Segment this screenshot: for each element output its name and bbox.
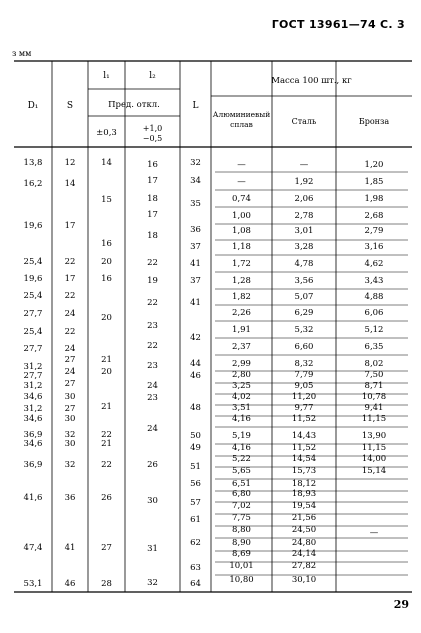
cell-l2: 22 xyxy=(147,341,158,351)
cell-steel: 11,20 xyxy=(291,392,317,402)
cell-d1: 27,7 xyxy=(23,371,43,381)
cell-alum: 8,80 xyxy=(232,525,251,535)
cell-d1: 53,1 xyxy=(23,579,43,589)
cell-steel: 14,54 xyxy=(291,454,317,464)
cell-bronze: 4,88 xyxy=(364,292,384,302)
header-alum-2: сплав xyxy=(230,120,253,129)
cell-l1: 21 xyxy=(101,355,112,365)
cell-alum: 3,51 xyxy=(232,403,251,413)
units-label: з мм xyxy=(12,49,32,58)
cell-s: 27 xyxy=(64,355,76,365)
cell-l1: 26 xyxy=(101,493,112,503)
cell-l2: 30 xyxy=(147,496,158,506)
cell-l2: 32 xyxy=(147,578,158,588)
cell-l: 35 xyxy=(190,199,201,209)
cell-steel: 14,43 xyxy=(291,431,317,441)
cell-s: 46 xyxy=(64,579,76,589)
cell-steel: 4,78 xyxy=(294,259,314,269)
header-d1: D₁ xyxy=(27,101,39,111)
cell-steel: 5,32 xyxy=(294,325,314,335)
header-alum: Алюминиевый xyxy=(212,110,271,119)
cell-d1: 16,2 xyxy=(23,179,43,189)
cell-alum: 1,72 xyxy=(232,259,251,269)
cell-alum: 10,01 xyxy=(229,561,254,571)
cell-s: 30 xyxy=(64,439,76,449)
cell-steel: 3,56 xyxy=(294,276,314,286)
cell-d1: 34,6 xyxy=(23,392,43,402)
cell-l2: 17 xyxy=(147,210,158,220)
cell-l: 32 xyxy=(190,158,201,168)
cell-bronze: 8,71 xyxy=(364,381,384,391)
cell-alum: 4,16 xyxy=(232,443,251,453)
cell-l2: 19 xyxy=(147,276,158,286)
cell-d1: 47,4 xyxy=(23,543,43,553)
cell-d1: 41,6 xyxy=(23,493,43,503)
header-tol-l2-upper: +1,0 xyxy=(142,124,163,133)
header-steel: Сталь xyxy=(291,117,317,126)
cell-alum: 1,18 xyxy=(232,242,251,252)
cell-bronze: 6,35 xyxy=(364,342,384,352)
cell-bronze: 10,78 xyxy=(361,392,387,402)
cell-s: 22 xyxy=(64,291,76,301)
cell-alum: — xyxy=(237,177,246,187)
cell-bronze: 8,02 xyxy=(364,359,384,369)
cell-s: 24 xyxy=(64,367,76,377)
cell-d1: 31,2 xyxy=(23,381,43,391)
cell-l2: 18 xyxy=(147,194,158,204)
cell-d1: 25,4 xyxy=(23,257,43,267)
cell-d1: 34,6 xyxy=(23,439,43,449)
cell-bronze: 15,14 xyxy=(361,466,387,476)
header-l1: l₁ xyxy=(103,71,110,81)
cell-l1: 16 xyxy=(101,274,112,284)
cell-alum: 5,65 xyxy=(232,466,251,476)
cell-steel: — xyxy=(299,160,309,170)
cell-s: 17 xyxy=(64,221,76,231)
cell-alum: 10,80 xyxy=(229,575,254,585)
cell-steel: 21,56 xyxy=(291,513,317,523)
cell-l1: 20 xyxy=(101,257,112,267)
cell-steel: 11,52 xyxy=(291,414,317,424)
cell-l: 61 xyxy=(190,515,201,525)
cell-s: 17 xyxy=(64,274,76,284)
cell-alum: 0,74 xyxy=(232,194,251,204)
cell-steel: 24,50 xyxy=(291,525,317,535)
cell-steel: 19,54 xyxy=(291,501,317,511)
cell-l2: 23 xyxy=(147,361,158,371)
cell-alum: 7,02 xyxy=(232,501,251,511)
cell-bronze: 11,15 xyxy=(361,443,387,453)
cell-l: 46 xyxy=(190,371,201,381)
cell-l2: 22 xyxy=(147,258,158,268)
cell-s: 27 xyxy=(64,379,76,389)
cell-bronze: 9,41 xyxy=(364,403,384,413)
cell-steel: 8,32 xyxy=(294,359,314,369)
cell-l: 63 xyxy=(190,563,201,573)
cell-alum: 2,99 xyxy=(232,359,251,369)
cell-l1: 20 xyxy=(101,367,112,377)
cell-s: 27 xyxy=(64,404,76,414)
cell-steel: 15,73 xyxy=(291,466,317,476)
cell-l1: 28 xyxy=(101,579,112,589)
cell-l1: 20 xyxy=(101,313,112,323)
cell-steel: 11,52 xyxy=(291,443,317,453)
cell-l: 42 xyxy=(190,333,201,343)
cell-l: 41 xyxy=(190,259,201,269)
header-l2: l₂ xyxy=(149,71,156,81)
cell-bronze: 6,06 xyxy=(364,308,384,318)
cell-l2: 22 xyxy=(147,298,158,308)
cell-steel: 6,29 xyxy=(294,308,314,318)
cell-l: 37 xyxy=(190,276,201,286)
page-number: 29 xyxy=(393,598,409,611)
cell-steel: 9,05 xyxy=(294,381,314,391)
cell-bronze: 1,20 xyxy=(364,160,384,170)
cell-l: 48 xyxy=(190,403,201,413)
cell-alum: 1,28 xyxy=(232,276,251,286)
cell-l2: 24 xyxy=(147,424,158,434)
cell-l: 44 xyxy=(190,359,201,369)
cell-d1: 36,9 xyxy=(23,430,43,440)
cell-l1: 21 xyxy=(101,439,112,449)
cell-bronze: 3,16 xyxy=(364,242,384,252)
cell-d1: 25,4 xyxy=(23,291,43,301)
cell-d1: 36,9 xyxy=(23,460,43,470)
cell-s: 41 xyxy=(64,543,76,553)
cell-bronze: — xyxy=(369,528,379,538)
cell-l: 62 xyxy=(190,538,201,548)
cell-bronze: 1,98 xyxy=(364,194,384,204)
cell-steel: 2,06 xyxy=(294,194,314,204)
cell-bronze: 5,12 xyxy=(364,325,384,335)
cell-l: 51 xyxy=(190,462,201,472)
cell-alum: 5,19 xyxy=(232,431,251,441)
cell-l: 50 xyxy=(190,431,201,441)
cell-l: 49 xyxy=(190,443,201,453)
cell-alum: 5,22 xyxy=(232,454,251,464)
cell-alum: 6,51 xyxy=(232,479,251,489)
cell-d1: 13,8 xyxy=(23,158,43,168)
cell-d1: 27,7 xyxy=(23,309,43,319)
cell-bronze: 1,85 xyxy=(364,177,384,187)
cell-bronze: 13,90 xyxy=(361,431,387,441)
cell-l2: 16 xyxy=(147,160,158,170)
cell-alum: 2,37 xyxy=(232,342,251,352)
cell-alum: 4,02 xyxy=(232,392,251,402)
cell-l2: 26 xyxy=(147,460,158,470)
cell-bronze: 3,43 xyxy=(364,276,384,286)
cell-bronze: 14,00 xyxy=(361,454,387,464)
cell-steel: 5,07 xyxy=(294,292,314,302)
cell-l1: 16 xyxy=(101,239,112,249)
cell-steel: 24,14 xyxy=(291,549,317,559)
cell-steel: 6,60 xyxy=(294,342,314,352)
cell-alum: 2,80 xyxy=(232,370,251,380)
cell-d1: 31,2 xyxy=(23,404,43,414)
cell-s: 14 xyxy=(64,179,76,189)
cell-d1: 19,6 xyxy=(23,274,43,284)
cell-l1: 21 xyxy=(101,402,112,412)
header-mass: Масса 100 шт., кг xyxy=(271,76,352,86)
cell-s: 32 xyxy=(64,430,76,440)
cell-steel: 27,82 xyxy=(291,561,317,571)
cell-l1: 14 xyxy=(101,158,112,168)
cell-s: 36 xyxy=(64,493,76,503)
cell-steel: 2,78 xyxy=(294,211,314,221)
cell-l2: 17 xyxy=(147,176,158,186)
cell-l2: 24 xyxy=(147,381,158,391)
cell-s: 22 xyxy=(64,257,76,267)
header-tol-l2-lower: −0,5 xyxy=(142,134,163,143)
cell-d1: 19,6 xyxy=(23,221,43,231)
cell-s: 22 xyxy=(64,327,76,337)
cell-steel: 30,10 xyxy=(291,575,317,585)
cell-l: 57 xyxy=(190,498,201,508)
cell-l: 41 xyxy=(190,298,201,308)
cell-steel: 24,80 xyxy=(291,538,317,548)
cell-alum: 1,91 xyxy=(232,325,251,335)
cell-l2: 31 xyxy=(147,544,158,554)
cell-bronze: 11,15 xyxy=(361,414,387,424)
cell-bronze: 7,50 xyxy=(364,370,384,380)
header-tolerance: Пред. откл. xyxy=(108,100,160,110)
cell-d1: 31,2 xyxy=(23,362,43,372)
cell-l: 64 xyxy=(190,579,201,589)
cell-l: 37 xyxy=(190,242,201,252)
header-bronze: Бронза xyxy=(358,117,390,126)
header-l: L xyxy=(192,101,199,111)
cell-l: 56 xyxy=(190,479,201,489)
cell-s: 12 xyxy=(64,158,76,168)
cell-alum: 6,80 xyxy=(232,489,251,499)
cell-alum: 1,82 xyxy=(232,292,251,302)
cell-alum: 1,00 xyxy=(232,211,251,221)
cell-l2: 23 xyxy=(147,393,158,403)
cell-s: 24 xyxy=(64,344,76,354)
cell-l2: 18 xyxy=(147,231,158,241)
cell-alum: — xyxy=(237,160,246,170)
cell-d1: 27,7 xyxy=(23,344,43,354)
cell-steel: 7,79 xyxy=(294,370,314,380)
cell-steel: 18,93 xyxy=(291,489,317,499)
cell-l1: 22 xyxy=(101,460,112,470)
cell-alum: 4,16 xyxy=(232,414,251,424)
cell-s: 30 xyxy=(64,392,76,402)
cell-l: 36 xyxy=(190,225,201,235)
cell-l: 34 xyxy=(190,176,201,186)
cell-steel: 3,01 xyxy=(294,226,314,236)
cell-steel: 3,28 xyxy=(294,242,314,252)
cell-alum: 8,90 xyxy=(232,538,251,548)
cell-alum: 7,75 xyxy=(232,513,251,523)
cell-bronze: 2,79 xyxy=(364,226,384,236)
header-s: S xyxy=(66,101,74,111)
cell-d1: 25,4 xyxy=(23,327,43,337)
cell-alum: 2,26 xyxy=(232,308,251,318)
cell-l1: 15 xyxy=(101,195,112,205)
cell-s: 32 xyxy=(64,460,76,470)
cell-l1: 27 xyxy=(101,543,112,553)
header-tol-l1: ±0,3 xyxy=(96,128,117,138)
cell-steel: 18,12 xyxy=(291,479,317,489)
cell-bronze: 2,68 xyxy=(364,211,384,221)
cell-s: 24 xyxy=(64,309,76,319)
cell-d1: 34,6 xyxy=(23,414,43,424)
cell-alum: 3,25 xyxy=(232,381,251,391)
cell-bronze: 4,62 xyxy=(364,259,384,269)
cell-s: 30 xyxy=(64,414,76,424)
cell-steel: 9,77 xyxy=(294,403,314,413)
page-header: ГОСТ 13961—74 С. 3 xyxy=(271,18,405,31)
cell-steel: 1,92 xyxy=(294,177,314,187)
cell-l2: 23 xyxy=(147,321,158,331)
cell-alum: 8,69 xyxy=(232,549,251,559)
cell-l1: 22 xyxy=(101,430,112,440)
cell-alum: 1,08 xyxy=(232,226,251,236)
